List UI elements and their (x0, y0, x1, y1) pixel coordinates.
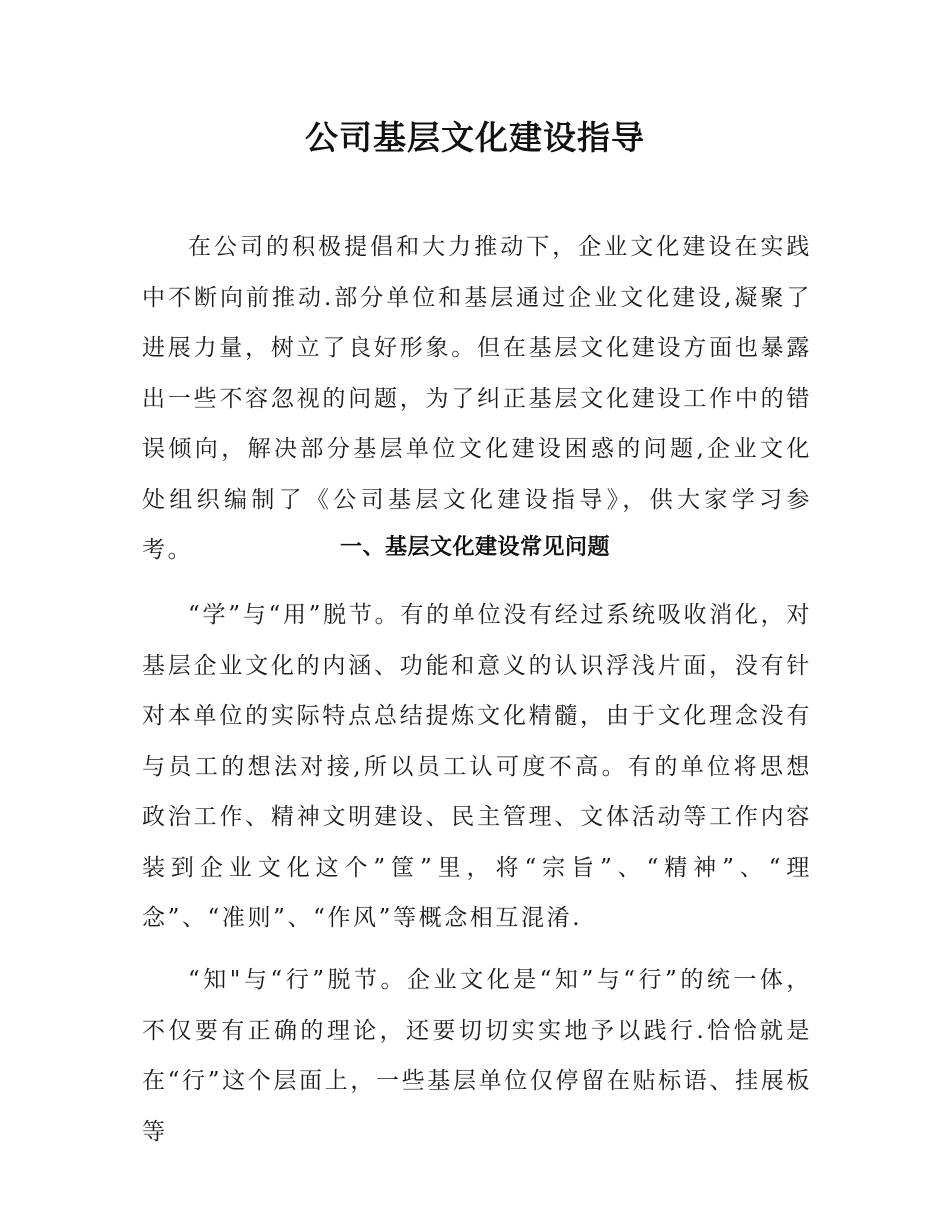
section-paragraph-knowing-doing: “知"与“行”脱节。企业文化是“知”与“行”的统一体，不仅要有正确的理论，还要切切实实地予以践行.恰恰就是在“行”这个层面上，一些基层单位仅停留在贴标语、挂展板等 (142, 967, 812, 1145)
intro-paragraph: 在公司的积极提倡和大力推动下，企业文化建设在实践中不断向前推动.部分单位和基层通过企业文化建设,凝聚了进展力量，树立了良好形象。但在基层文化建设方面也暴露出一些不容忽视的问题，为了纠正基层文化建设工作中的错误倾向，解决部分基层单位文化建设困惑的问题,企业文化处组织编制了《公司基层文化建设指导》，供大家学习参考。 (142, 234, 812, 563)
section-heading: 一、基层文化建设常见问题 (339, 535, 610, 560)
document-title: 公司基层文化建设指导 (305, 118, 645, 157)
section-paragraph-learning-use: “学”与“用”脱节。有的单位没有经过系统吸收消化，对基层企业文化的内涵、功能和意义的认识浮浅片面，没有针对本单位的实际特点总结提炼文化精髓，由于文化理念没有与员工的想法对接,所以员工认可度不高。有的单位将思想政治工作、精神文明建设、民主管理、文体活动等工作内容装到企业文化这个”筐”里，将“宗旨”、“精神”、“理念”、“准则”、“作风”等概念相互混淆. (142, 602, 812, 931)
